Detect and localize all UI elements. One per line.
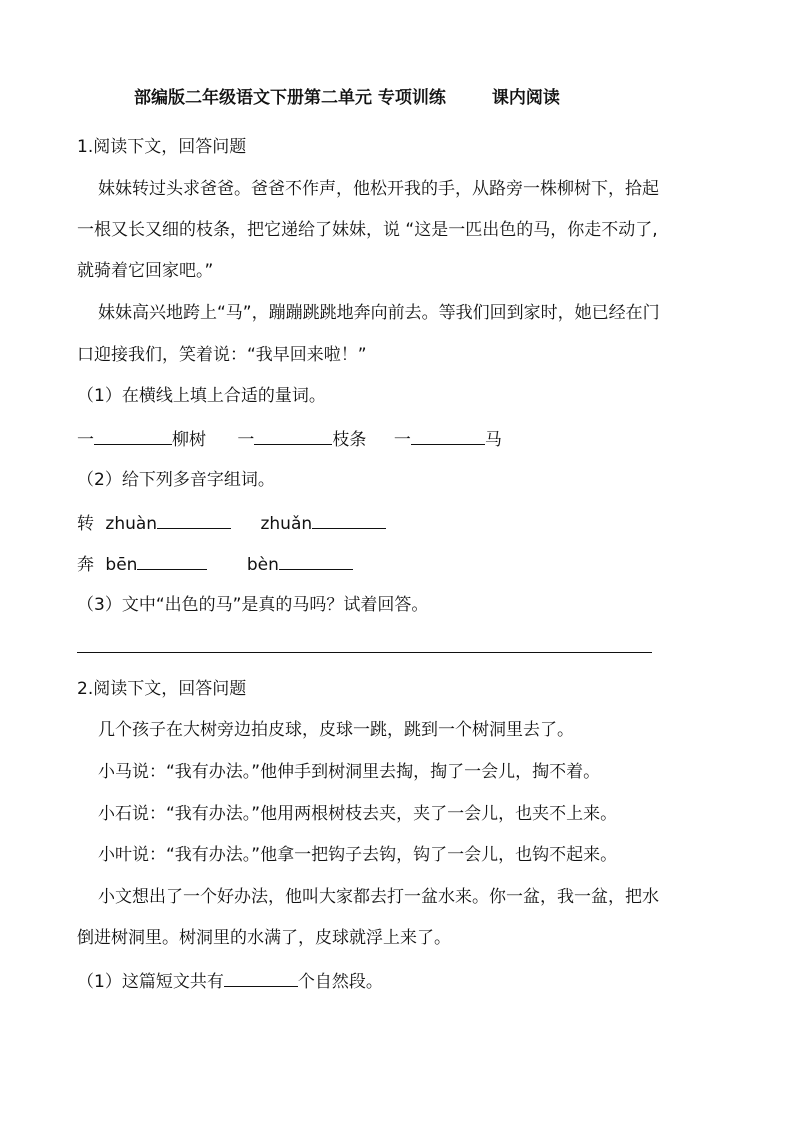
q2-text-line1: 几个孩子在大树旁边拍皮球，皮球一跳，跳到一个树洞里去了。 xyxy=(98,720,574,740)
q2-text-line5: 小文想出了一个好办法，他叫大家都去打一盆水来。你一盆，我一盆，把水 xyxy=(98,887,659,907)
fill-group-2: 一 枝条 xyxy=(237,426,366,452)
q1-paragraph1-line2: 一根又长又细的枝条，把它递给了妹妹，说 “这是一匹出色的马，你走不动了, xyxy=(77,220,658,240)
answer-blank[interactable] xyxy=(279,551,353,570)
pinyin-group: bèn xyxy=(247,551,353,577)
answer-blank[interactable] xyxy=(312,510,386,529)
fill-group-3: 一 马 xyxy=(394,426,502,452)
q2-text-line3: 小石说：“我有办法。”他用两根树枝去夹，夹了一会儿，也夹不上来。 xyxy=(98,804,618,824)
answer-blank[interactable] xyxy=(224,968,298,987)
q2-text-line6: 倒进树洞里。树洞里的水满了，皮球就浮上来了。 xyxy=(77,928,451,948)
pinyin-group: bēn xyxy=(105,551,207,577)
q1-paragraph1-line3: 就骑着它回家吧。” xyxy=(77,261,214,281)
polyphone-row-1 xyxy=(77,510,727,536)
polyphone-char: 转 xyxy=(77,514,94,534)
q1-paragraph2-line2: 口迎接我们，笑着说：“我早回来啦！” xyxy=(77,345,367,365)
q1-paragraph2-line1: 妹妹高兴地跨上“马”，蹦蹦跳跳地奔向前去。等我们回到家时，她已经在门 xyxy=(98,303,660,323)
q2-text-line4: 小叶说：“我有办法。”他拿一把钩子去钩，钩了一会儿，也钩不起来。 xyxy=(98,845,618,865)
q1-measure-word-row xyxy=(77,426,727,452)
answer-blank[interactable] xyxy=(157,510,231,529)
answer-blank[interactable] xyxy=(411,426,485,445)
polyphone-row-2 xyxy=(77,551,727,577)
q1-subquestion-1: （1）在横线上填上合适的量词。 xyxy=(77,386,326,406)
q1-paragraph1-line1: 妹妹转过头求爸爸。爸爸不作声，他松开我的手，从路旁一株柳树下，拾起 xyxy=(98,179,659,199)
answer-line[interactable] xyxy=(77,652,652,653)
title-text: 部编版二年级语文下册第二单元 专项训练 xyxy=(134,88,446,108)
answer-blank[interactable] xyxy=(254,426,332,445)
page-title xyxy=(134,86,560,110)
q1-heading: 1.阅读下文，回答问题 xyxy=(77,137,247,157)
q2-heading: 2.阅读下文，回答问题 xyxy=(77,679,247,699)
q1-subquestion-3: （3）文中“出色的马”是真的马吗？试着回答。 xyxy=(77,595,429,615)
answer-blank[interactable] xyxy=(94,426,172,445)
q2-text-line2: 小马说：“我有办法。”他伸手到树洞里去掏，掏了一会儿，掏不着。 xyxy=(98,762,601,782)
pinyin-group: zhuǎn xyxy=(260,510,386,536)
q2-subquestion-1: （1）这篇短文共有 个自然段。 xyxy=(77,968,727,994)
answer-blank[interactable] xyxy=(137,551,207,570)
q1-subquestion-2: （2）给下列多音字组词。 xyxy=(77,470,275,490)
title-tag: 课内阅读 xyxy=(491,88,560,108)
fill-group-1: 一 柳树 xyxy=(77,426,206,452)
polyphone-char: 奔 xyxy=(77,555,94,575)
pinyin-group: zhuàn xyxy=(105,510,231,536)
